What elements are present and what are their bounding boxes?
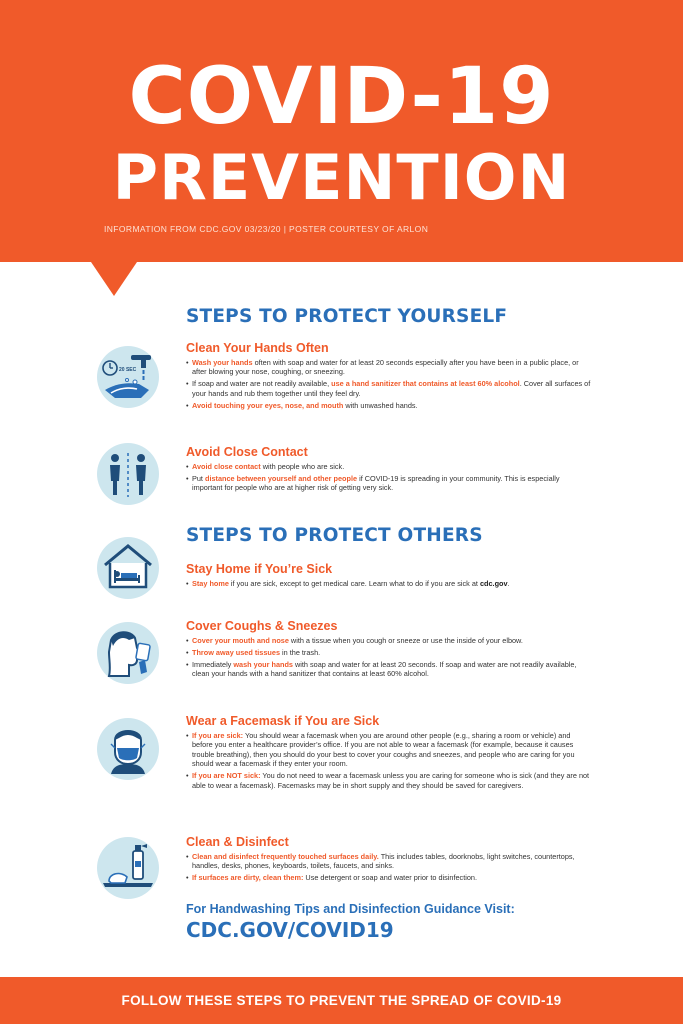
block-clean-hands — [186, 341, 591, 413]
bullet: • Put distance between yourself and other people if COVID-19 is spreading in your community. This is especially important for people who are at higher risk of getting very sick. — [186, 474, 591, 493]
bullet: • If you are sick: You should wear a facemask when you are around other people (e.g., sharing a room or vehicle) and before you enter a healthcare provider’s office. If you are not able to wear a facemask (for example, because it causes trouble breathing), then you should do your best to cover your coughs and sneezes, and people who are caring for you should wear a facemask if they enter your room. — [186, 731, 591, 769]
bullet: • Immediately wash your hands with soap and water for at least 20 seconds. If soap and water are not readily available, clean your hands with a hand sanitizer that contains at least 60% alcohol. — [186, 660, 591, 679]
bullet: • Stay home if you are sick, except to get medical care. Learn what to do if you are sick at cdc.gov. — [186, 579, 591, 588]
disinfect-icon — [97, 837, 159, 899]
block-avoid-contact — [186, 445, 591, 495]
block-title: Wear a Facemask if You are Sick — [186, 714, 380, 728]
cdc-url-link[interactable]: CDC.GOV/COVID19 — [186, 918, 394, 942]
footer-banner: FOLLOW THESE STEPS TO PREVENT THE SPREAD OF COVID-19 — [0, 977, 683, 1024]
bullet: • Avoid close contact with people who are sick. — [186, 462, 591, 471]
bullet: • If you are NOT sick: You do not need to wear a facemask unless you are caring for someone who is sick (and they are not able to wear a facemask). Facemasks may be in short supply and they should be saved for caregivers. — [186, 771, 591, 790]
bullet: • If surfaces are dirty, clean them: Use detergent or soap and water prior to disinfection. — [186, 873, 591, 882]
header-banner — [0, 0, 683, 262]
distance-icon — [97, 443, 159, 505]
block-title: Avoid Close Contact — [186, 445, 308, 459]
header-pointer — [91, 262, 137, 296]
section-title-protect-others: STEPS TO PROTECT OTHERS — [186, 525, 483, 546]
title-line-2: PREVENTION — [112, 141, 571, 214]
facemask-icon — [97, 718, 159, 780]
source-credit: INFORMATION FROM CDC.GOV 03/23/20 | POSTER COURTESY OF ARLON — [104, 224, 429, 234]
block-facemask — [186, 714, 591, 792]
block-title: Stay Home if You’re Sick — [186, 562, 333, 576]
block-stay-home — [186, 562, 591, 591]
title-line-1: COVID-19 — [128, 52, 555, 142]
bullet: • Throw away used tissues in the trash. — [186, 648, 591, 657]
block-title: Cover Coughs & Sneezes — [186, 619, 338, 633]
section-title-protect-yourself: STEPS TO PROTECT YOURSELF — [186, 306, 508, 327]
bullet: • Wash your hands often with soap and water for at least 20 seconds especially after you have been in a public place, or after blowing your nose, coughing, or sneezing. — [186, 358, 591, 377]
cdc-link: cdc.gov — [479, 579, 508, 588]
block-title: Clean Your Hands Often — [186, 341, 329, 355]
stay-home-icon — [97, 537, 159, 599]
block-title: Clean & Disinfect — [186, 835, 289, 849]
bullet: • Cover your mouth and nose with a tissue when you cough or sneeze or use the inside of your elbow. — [186, 636, 591, 645]
visit-label: For Handwashing Tips and Disinfection Guidance Visit: — [186, 902, 515, 916]
bullet: • If soap and water are not readily available, use a hand sanitizer that contains at least 60% alcohol. Cover all surfaces of your hands and rub them together until they feel dry. — [186, 379, 591, 398]
block-clean-disinfect — [186, 835, 591, 885]
timer-label: 20 SEC — [119, 367, 137, 373]
bullet: • Avoid touching your eyes, nose, and mouth with unwashed hands. — [186, 401, 591, 410]
cough-icon — [97, 622, 159, 684]
handwashing-icon — [97, 346, 159, 408]
block-cover-coughs — [186, 619, 591, 681]
bullet: • Clean and disinfect frequently touched surfaces daily. This includes tables, doorknobs, light switches, countertops, handles, desks, phones, keyboards, toilets, faucets, and sinks. — [186, 852, 591, 871]
